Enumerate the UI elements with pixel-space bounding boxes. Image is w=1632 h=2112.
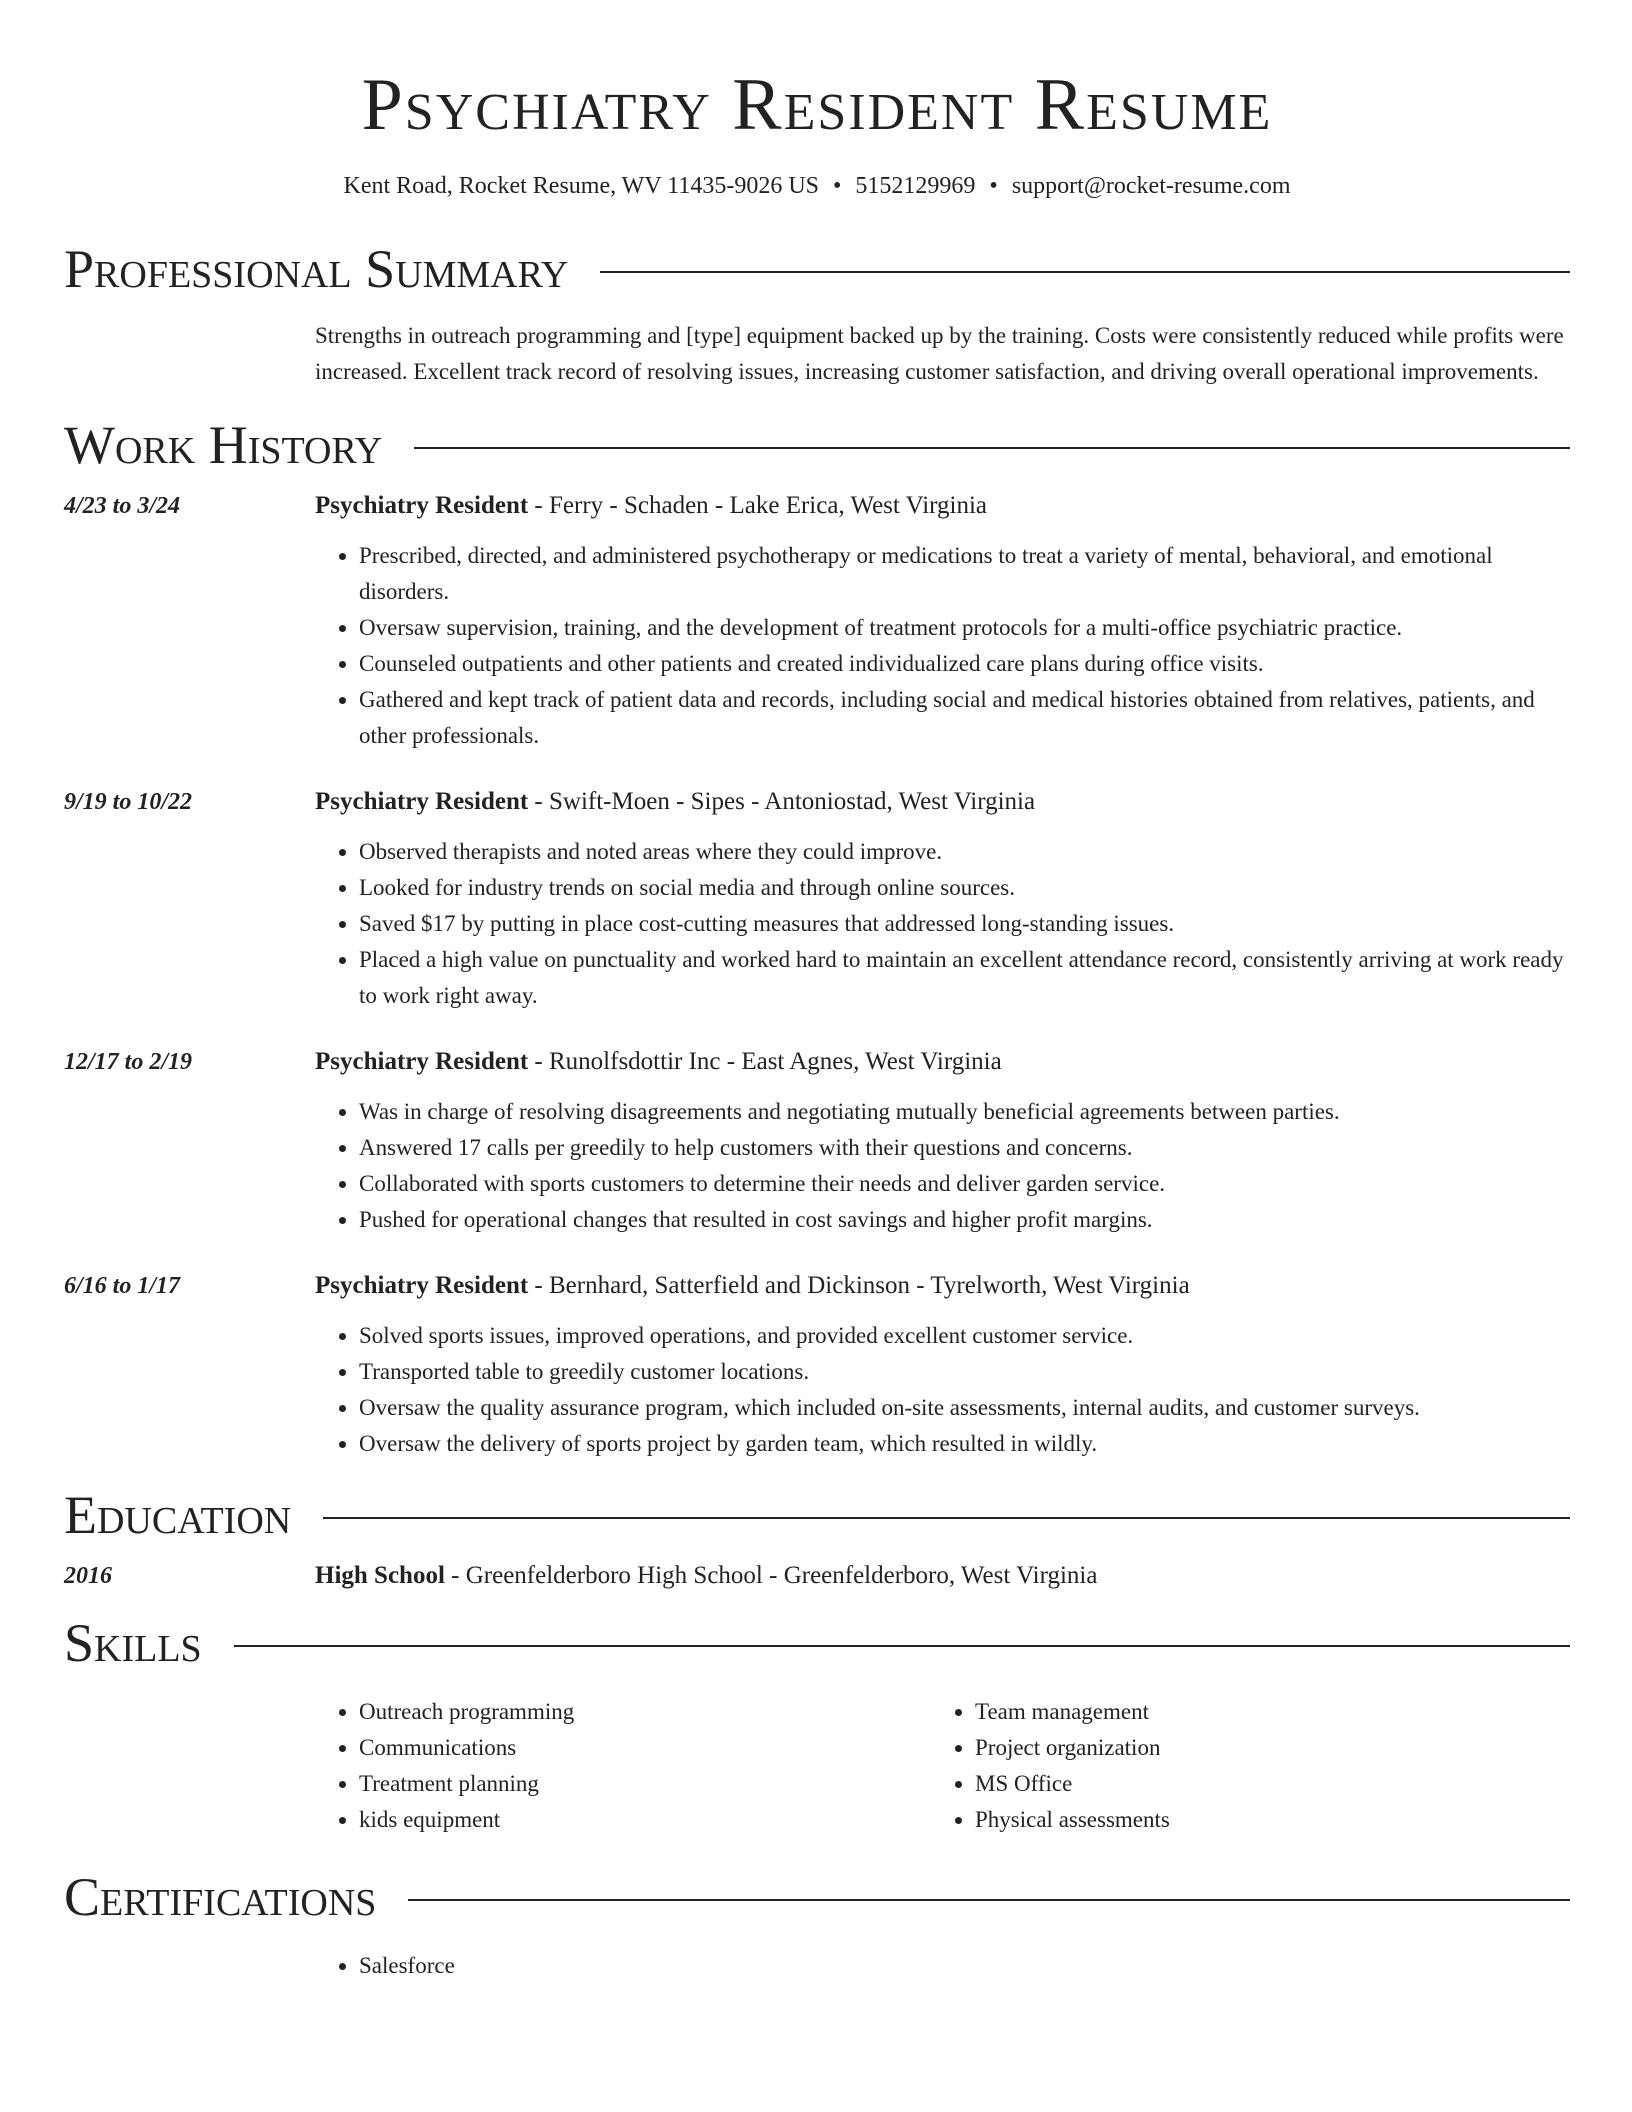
- job-dates: 9/19 to 10/22: [64, 789, 193, 815]
- section-header-certifications: [64, 1866, 1570, 1928]
- section-rule: [234, 1645, 1570, 1647]
- section-title-skills: Skills: [64, 1613, 202, 1673]
- job-title-line: [315, 1044, 1570, 1080]
- job-bullets: [315, 538, 1570, 754]
- section-rule: [408, 1899, 1570, 1901]
- job-title-line: [315, 1268, 1570, 1304]
- skill-item: • Treatment planning: [359, 1766, 931, 1802]
- section-rule: [600, 271, 1570, 273]
- job-bullet: • Saved $17 by putting in place cost-cutting measures that addressed long-standing issues.: [359, 906, 1570, 942]
- skill-item: • Communications: [359, 1730, 931, 1766]
- education-degree: High School: [315, 1562, 445, 1589]
- job-body: [315, 784, 1570, 1014]
- job-body: [315, 488, 1570, 754]
- education-body: [315, 1558, 1570, 1594]
- job-bullet: • Observed therapists and noted areas where they could improve.: [359, 834, 1570, 870]
- job-entry: [64, 784, 1570, 1014]
- job-bullet: • Gathered and kept track of patient data and records, including social and medical histories obtained from relatives, patients, and other professionals.: [359, 682, 1570, 754]
- job-title: Psychiatry Resident: [315, 788, 529, 815]
- education-year: 2016: [64, 1563, 112, 1589]
- job-bullet: • Solved sports issues, improved operations, and provided excellent customer service.: [359, 1318, 1570, 1354]
- section-rule: [414, 447, 1570, 449]
- job-bullets: [315, 834, 1570, 1014]
- job-bullet: • Answered 17 calls per greedily to help customers with their questions and concerns.: [359, 1130, 1570, 1166]
- skills-column-left: [315, 1694, 931, 1838]
- skills-list: [315, 1694, 1570, 1838]
- contact-address: Kent Road, Rocket Resume, WV 11435-9026 US: [343, 173, 819, 199]
- section-header-education: [64, 1484, 1570, 1546]
- contact-email: support@rocket-resume.com: [1011, 173, 1291, 199]
- certifications-list: [315, 1948, 1570, 1984]
- skill-item: • Team management: [975, 1694, 1547, 1730]
- job-bullet: • Transported table to greedily customer locations.: [359, 1354, 1570, 1390]
- job-bullet: • Pushed for operational changes that resulted in cost savings and higher profit margins.: [359, 1202, 1570, 1238]
- job-bullet: • Oversaw the delivery of sports project by garden team, which resulted in wildly.: [359, 1426, 1570, 1462]
- job-bullet: • Placed a high value on punctuality and worked hard to maintain an excellent attendance record, consistently arriving at work ready to work right away.: [359, 942, 1570, 1014]
- job-employer: - Swift-Moen - Sipes - Antoniostad, West Virginia: [528, 788, 1036, 815]
- section-title-education: Education: [64, 1485, 292, 1545]
- job-dates: 4/23 to 3/24: [64, 493, 181, 519]
- certifications-items: [315, 1948, 1570, 1984]
- contact-separator: •: [989, 173, 998, 199]
- section-rule: [323, 1517, 1570, 1519]
- skill-item: • Physical assessments: [975, 1802, 1547, 1838]
- job-dates: 6/16 to 1/17: [64, 1273, 181, 1299]
- contact-separator: •: [833, 173, 842, 199]
- job-title: Psychiatry Resident: [315, 1048, 529, 1075]
- contact-phone: 5152129969: [855, 173, 976, 199]
- section-title-work: Work History: [64, 415, 383, 475]
- job-employer: - Runolfsdottir Inc - East Agnes, West Virginia: [528, 1048, 1002, 1075]
- section-header-summary: [64, 238, 1570, 300]
- resume-title: Psychiatry Resident Resume: [361, 64, 1273, 146]
- job-bullet: • Was in charge of resolving disagreements and negotiating mutually beneficial agreements between parties.: [359, 1094, 1570, 1130]
- section-header-work: [64, 414, 1570, 476]
- job-bullet: • Looked for industry trends on social media and through online sources.: [359, 870, 1570, 906]
- job-bullet: • Counseled outpatients and other patients and created individualized care plans during office visits.: [359, 646, 1570, 682]
- skills-column-right: [931, 1694, 1547, 1838]
- job-title-line: [315, 488, 1570, 524]
- skill-item: • MS Office: [975, 1766, 1547, 1802]
- section-header-skills: [64, 1612, 1570, 1674]
- contact-line: [64, 170, 1570, 202]
- job-bullet: • Collaborated with sports customers to determine their needs and deliver garden service.: [359, 1166, 1570, 1202]
- job-bullets: [315, 1318, 1570, 1462]
- skill-item: • kids equipment: [359, 1802, 931, 1838]
- education-school: - Greenfelderboro High School - Greenfelderboro, West Virginia: [444, 1562, 1098, 1589]
- section-title-certifications: Certifications: [64, 1867, 377, 1927]
- education-line: [315, 1558, 1570, 1594]
- job-entry: [64, 1268, 1570, 1462]
- job-body: [315, 1268, 1570, 1462]
- certification-item: • Salesforce: [359, 1948, 1570, 1984]
- education-entry: [64, 1558, 1570, 1594]
- job-employer: - Ferry - Schaden - Lake Erica, West Virginia: [528, 492, 988, 519]
- job-employer: - Bernhard, Satterfield and Dickinson - Tyrelworth, West Virginia: [528, 1272, 1190, 1299]
- job-bullets: [315, 1094, 1570, 1238]
- job-bullet: • Oversaw supervision, training, and the development of treatment protocols for a multi-office psychiatric practice.: [359, 610, 1570, 646]
- job-title: Psychiatry Resident: [315, 492, 529, 519]
- summary-text: Strengths in outreach programming and [type] equipment backed up by the training. Costs were consistently reduced while profits were increased. Excellent track record of resolving issues, increasing customer satisfaction, and driving overall operational improvements.: [315, 323, 1564, 384]
- job-body: [315, 1044, 1570, 1238]
- job-title: Psychiatry Resident: [315, 1272, 529, 1299]
- job-entry: [64, 488, 1570, 754]
- job-title-line: [315, 784, 1570, 820]
- section-title-summary: Professional Summary: [64, 239, 569, 299]
- skill-item: • Project organization: [975, 1730, 1547, 1766]
- skill-item: • Outreach programming: [359, 1694, 931, 1730]
- job-dates: 12/17 to 2/19: [64, 1049, 193, 1075]
- resume-page: [64, 0, 1570, 1984]
- job-bullet: • Prescribed, directed, and administered psychotherapy or medications to treat a variety of mental, behavioral, and emotional disorders.: [359, 538, 1570, 610]
- job-entry: [64, 1044, 1570, 1238]
- job-bullet: • Oversaw the quality assurance program, which included on-site assessments, internal audits, and customer surveys.: [359, 1390, 1570, 1426]
